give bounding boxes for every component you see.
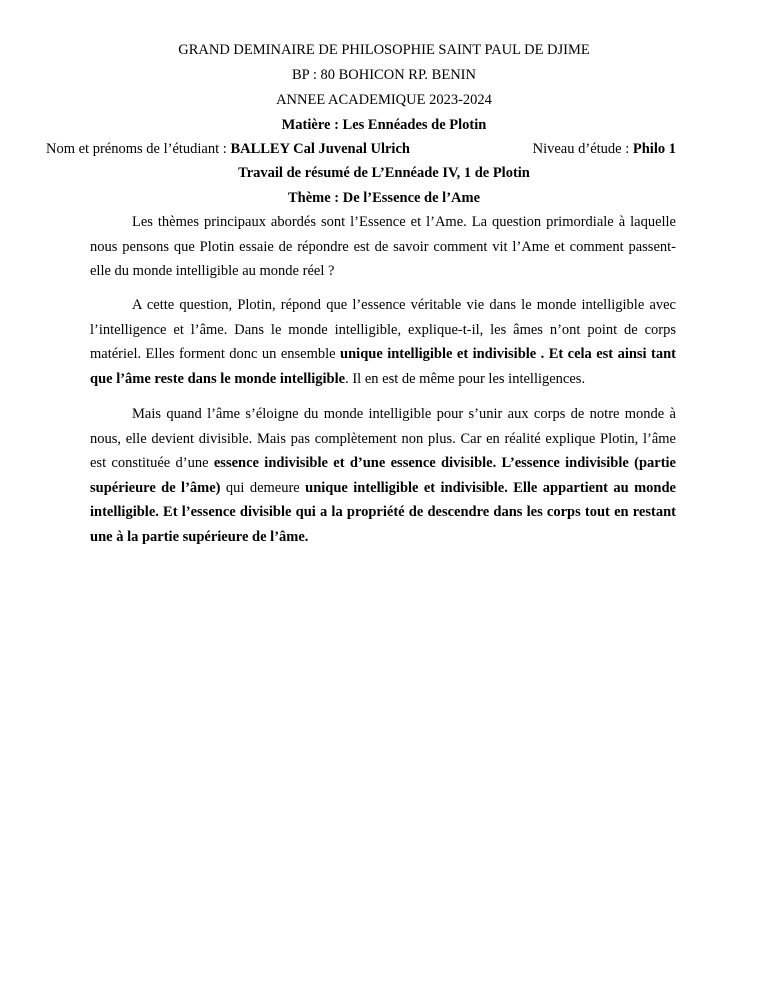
student-name (46, 140, 410, 158)
paragraph-2-text: A cette question, Plotin, répond que l’essence véritable vie dans le monde intelligible avec l’intelligence et l’âme. Dans le monde intelligible, explique-t-il, les âmes n’ont point de corps matériel. Elles forment donc un ensemble (90, 297, 676, 362)
paragraph-3-text-mid: qui demeure (220, 479, 306, 496)
paragraph-2 (90, 293, 676, 391)
institution-address: BP : 80 BOHICON RP. BENIN (292, 67, 476, 83)
study-level (533, 140, 676, 158)
study-level-value: Philo 1 (632, 141, 676, 157)
paragraph-3 (90, 402, 676, 549)
study-level-label: Niveau d’étude : (532, 141, 633, 157)
theme-title: Thème : De l’Essence de l’Ame (287, 190, 481, 206)
paragraph-1-text: Les thèmes principaux abordés sont l’Essence et l’Ame. La question primordiale à laquelle nous pensons que Plotin essaie de répondre est de savoir comment vit l’Ame et comment passent-elle du monde intelligible au monde réel ? (90, 214, 676, 279)
paragraph-3-bold-2: unique intelligible et indivisible. Elle appartient au monde intelligible. Et l’essence divisible qui a la propriété de descendre dans les corps tout en restant une à la partie supérieure de l’âme. (90, 479, 676, 545)
institution-name: GRAND DEMINAIRE DE PHILOSOPHIE SAINT PAUL DE DJIME (178, 42, 590, 58)
paragraph-3-bold-1: essence indivisible et d’une essence divisible. L’essence indivisible (partie supérieure de l’âme) (90, 455, 676, 496)
subject-line: Matière : Les Ennéades de Plotin (281, 117, 487, 133)
paragraph-2-text-end: . Il en est de même pour les intelligences. (345, 370, 586, 387)
work-title: Travail de résumé de L’Ennéade IV, 1 de Plotin (238, 165, 530, 181)
paragraph-2-bold: unique intelligible et indivisible . Et cela est ainsi tant que l’âme reste dans le monde intelligible (90, 346, 676, 387)
student-name-label: Nom et prénoms de l’étudiant : (46, 141, 231, 157)
paragraph-1 (90, 210, 676, 284)
academic-year: ANNEE ACADEMIQUE 2023-2024 (276, 92, 492, 108)
student-name-value: BALLEY Cal Juvenal Ulrich (230, 141, 410, 157)
paragraph-3-text: Mais quand l’âme s’éloigne du monde intelligible pour s’unir aux corps de notre monde à nous, elle devient divisible. Mais pas complètement non plus. Car en réalité explique Plotin, l’âme est constituée d’une (90, 406, 676, 471)
